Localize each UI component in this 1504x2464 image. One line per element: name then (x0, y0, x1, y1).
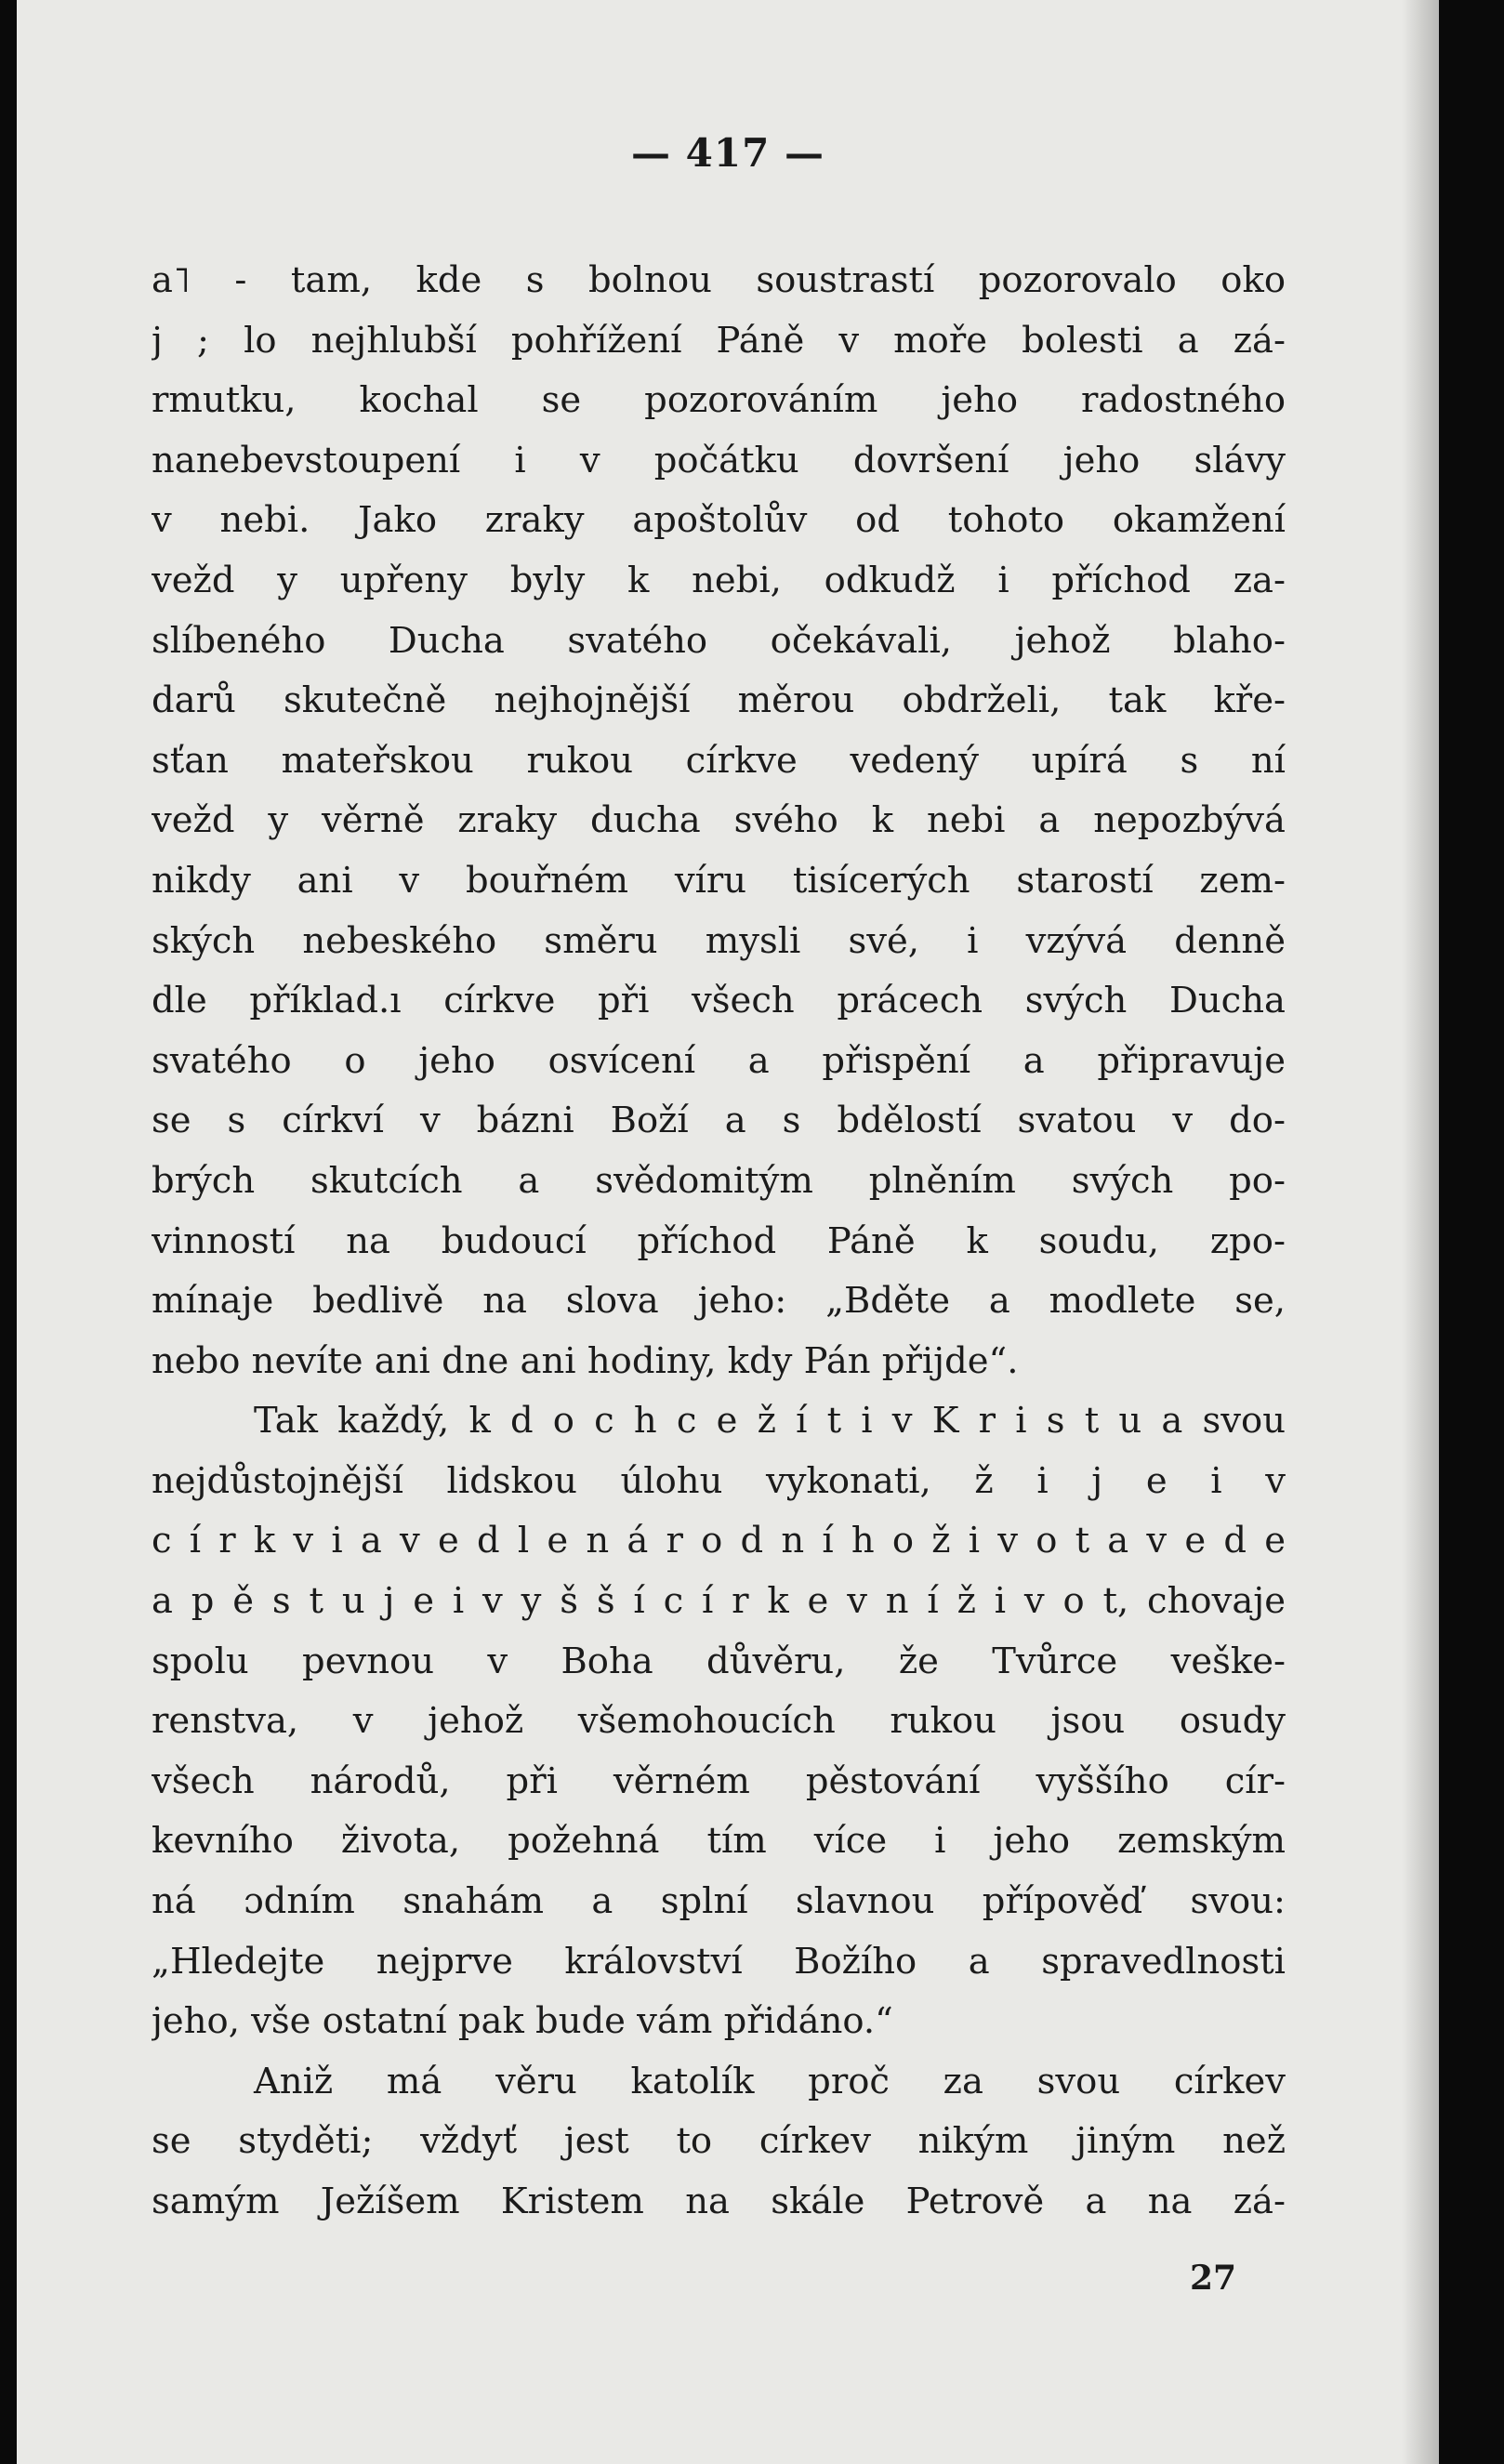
text-line: spolu pevnou v Boha důvěru, že Tvůrce veške- (152, 1640, 1286, 1682)
printer-signature-mark: 27 (1190, 2259, 1237, 2298)
text-line: slíbeného Ducha svatého očekávali, jehož blaho- (152, 619, 1286, 662)
text-line: ná ɔdním snahám a splní slavnou přípověď svou: (152, 1880, 1286, 1923)
body-text (152, 251, 1286, 2233)
text-line: Aniž má věru katolík proč za svou církev (254, 2060, 1286, 2102)
text-line: „Hledejte nejprve království Božího a spravedlnosti (152, 1940, 1286, 1983)
text-line: svatého o jeho osvícení a přispění a připravuje (152, 1039, 1286, 1082)
text-line: sťan mateřskou rukou církve vedený upírá s ní (152, 739, 1286, 782)
text-line: všech národů, při věrném pěstování vyššího cír- (152, 1759, 1286, 1802)
text-line: j ; lo nejhlubší pohřížení Páně v moře bolesti a zá- (152, 319, 1286, 362)
text-line: nanebevstoupení i v počátku dovršení jeho slávy (152, 439, 1286, 481)
text-line: ských nebeského směru mysli své, i vzývá denně (152, 919, 1286, 962)
text-line: vežd y upřeny byly k nebi, odkudž i příchod za- (152, 559, 1286, 601)
text-line: jeho, vše ostatní pak bude vám přidáno.“ (152, 2000, 893, 2043)
text-line: nebo nevíte ani dne ani hodiny, kdy Pán přijde“. (152, 1339, 1019, 1382)
text-line: nikdy ani v bouřném víru tisícerých starostí zem- (152, 859, 1286, 902)
text-line: samým Ježíšem Kristem na skále Petrově a na zá- (152, 2181, 1286, 2222)
text-line: darů skutečně nejhojnější měrou obdrželi, tak kře- (152, 679, 1286, 722)
text-line: a p ě s t u j e i v y š š í c í r k e v n í ž i v o t, chovaje (152, 1580, 1286, 1623)
text-line: se styděti; vždyť jest to církev nikým jiným než (152, 2120, 1286, 2163)
text-line: brých skutcích a svědomitým plněním svých po- (152, 1159, 1286, 1202)
text-line: kevního života, požehná tím více i jeho zemským (152, 1820, 1286, 1863)
text-line: se s církví v bázni Boží a s bdělostí svatou v do- (152, 1100, 1286, 1142)
text-line: Tak každý, k d o c h c e ž í t i v K r i s t u a svou (254, 1400, 1286, 1443)
page-number-header: — 417 — (631, 130, 825, 176)
text-line: vinností na budoucí příchod Páně k soudu, zpo- (152, 1219, 1286, 1262)
text-line: nejdůstojnější lidskou úlohu vykonati, ž i j e i v (152, 1459, 1286, 1502)
text-line: mínaje bedlivě na slova jeho: „Bděte a modlete se, (152, 1280, 1286, 1323)
text-line: a˥ - tam, kde s bolnou soustrastí pozorovalo oko (152, 259, 1286, 301)
text-line: c í r k v i a v e d l e n á r o d n í h o ž i v o t a v e d e (152, 1520, 1286, 1562)
text-line: vežd y věrně zraky ducha svého k nebi a nepozbývá (152, 799, 1286, 842)
text-line: dle příklad.ı církve při všech prácech svých Ducha (152, 980, 1286, 1022)
book-page (17, 0, 1439, 2464)
text-line: rmutku, kochal se pozorováním jeho radostného (152, 379, 1286, 422)
text-line: renstva, v jehož všemohoucích rukou jsou osudy (152, 1700, 1286, 1743)
text-line: v nebi. Jako zraky apoštolův od tohoto okamžení (152, 499, 1286, 542)
